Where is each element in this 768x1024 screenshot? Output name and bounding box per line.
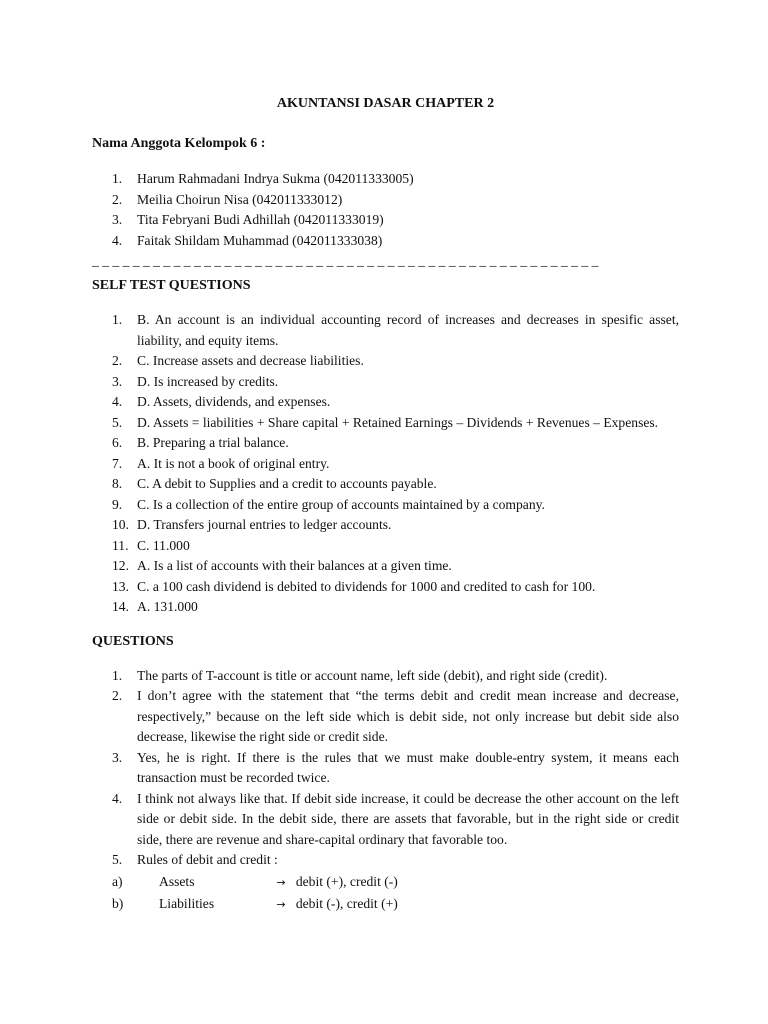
answer-text: B. Preparing a trial balance. <box>137 435 289 450</box>
question-item <box>92 748 679 789</box>
answer-text: C. Increase assets and decrease liabilities. <box>137 353 364 368</box>
section-divider: _ _ _ _ _ _ _ _ _ _ _ _ _ _ _ _ _ _ _ _ _ _ _ _ _ _ _ _ _ _ _ _ _ _ _ _ _ _ _ _ _ _ _ _ _ _ _ _ _ _ <box>92 255 599 268</box>
self-test-item <box>92 515 679 536</box>
question-text: The parts of T-account is title or account name, left side (debit), and right side (credit). <box>137 667 608 683</box>
list-number: 10. <box>112 517 129 532</box>
rule-item-liabilities <box>92 893 679 916</box>
list-number: 5. <box>112 414 123 430</box>
answer-text: D. Assets, dividends, and expenses. <box>137 394 331 409</box>
answer-text: C. A debit to Supplies and a credit to accounts payable. <box>137 476 437 491</box>
arrow-right-icon: → <box>276 898 286 911</box>
question-text: I think not always like that. If debit side increase, it could be decrease the other account on the left side or debit side. In the debit side, there are assets that favorable, but in the right side or credit side, there are revenue and share-capital ordinary that favorable too. <box>137 790 679 847</box>
document-page <box>92 96 679 916</box>
document-title: AKUNTANSI DASAR CHAPTER 2 <box>276 96 495 111</box>
member-item <box>92 210 679 231</box>
member-text: Tita Febryani Budi Adhillah (042011333019) <box>137 212 384 227</box>
list-number: 3. <box>112 749 123 765</box>
arrow-right-icon: → <box>276 875 286 889</box>
self-test-item <box>92 413 679 434</box>
answer-text: D. Is increased by credits. <box>137 373 279 389</box>
self-test-item <box>92 556 679 577</box>
list-number: 3. <box>112 212 123 227</box>
answer-text: D. Assets = liabilities + Share capital + Retained Earnings – Dividends + Revenues – Expenses. <box>137 414 659 430</box>
answer-text: B. An account is an individual accounting record of increases and decreases in spesific asset, liability, and equity items. <box>137 312 679 348</box>
list-number: 9. <box>112 496 123 512</box>
list-number: 8. <box>112 476 123 491</box>
member-text: Faitak Shildam Muhammad (042011333038) <box>137 232 383 248</box>
member-item <box>92 169 679 190</box>
list-number: 2. <box>112 191 123 207</box>
list-number: 3. <box>112 373 123 389</box>
question-item <box>92 686 679 748</box>
self-test-item <box>92 577 679 598</box>
rule-text: debit (+), credit (-) <box>295 873 398 889</box>
question-item <box>92 789 679 851</box>
self-test-item <box>92 351 679 372</box>
list-number: 11. <box>112 537 129 553</box>
debit-credit-rules <box>92 871 679 916</box>
rule-item-assets <box>92 871 679 894</box>
rule-account-name: Liabilities <box>159 896 215 911</box>
answer-text: A. Is a list of accounts with their balances at a given time. <box>137 558 452 573</box>
self-test-item <box>92 372 679 393</box>
list-number: 6. <box>112 435 123 450</box>
list-number: 14. <box>112 599 129 614</box>
self-test-item <box>92 310 679 351</box>
answer-text: D. Transfers journal entries to ledger accounts. <box>137 517 392 532</box>
rule-account-name: Assets <box>159 873 195 889</box>
self-test-item <box>92 597 679 618</box>
list-number: 13. <box>112 578 129 594</box>
questions-heading: QUESTIONS <box>92 633 174 649</box>
question-item <box>92 666 679 687</box>
list-number: 4. <box>112 790 123 806</box>
question-text: Yes, he is right. If there is the rules that we must make double-entry system, it means each transaction must be recorded twice. <box>137 749 679 785</box>
self-test-item <box>92 495 679 516</box>
member-text: Harum Rahmadani Indrya Sukma (042011333005) <box>137 171 414 186</box>
member-text: Meilia Choirun Nisa (042011333012) <box>137 191 343 207</box>
self-test-item <box>92 433 679 454</box>
answer-text: C. a 100 cash dividend is debited to dividends for 1000 and credited to cash for 100. <box>137 578 596 594</box>
rule-letter: b) <box>112 896 124 911</box>
answer-text: C. 11.000 <box>137 537 190 553</box>
question-text: I don’t agree with the statement that “the terms debit and credit mean increase and decrease, respectively,” because on the left side which is debit side, not only increase but debit side also decrease, likewise the right side or credit side. <box>137 688 679 744</box>
self-test-item <box>92 454 679 475</box>
question-text: Rules of debit and credit : <box>137 852 278 867</box>
list-number: 12. <box>112 558 129 573</box>
question-item <box>92 850 679 871</box>
member-item <box>92 231 679 252</box>
self-test-list <box>92 310 679 618</box>
list-number: 1. <box>112 312 123 327</box>
members-heading: Nama Anggota Kelompok 6 : <box>92 136 266 151</box>
rule-letter: a) <box>112 873 123 889</box>
list-number: 1. <box>112 667 123 683</box>
self-test-item <box>92 536 679 557</box>
answer-text: C. Is a collection of the entire group of accounts maintained by a company. <box>137 496 545 512</box>
list-number: 1. <box>112 171 123 186</box>
rule-text: debit (-), credit (+) <box>295 896 398 911</box>
self-test-item <box>92 474 679 495</box>
questions-list <box>92 666 679 871</box>
self-test-heading: SELF TEST QUESTIONS <box>92 278 251 293</box>
list-number: 2. <box>112 688 123 703</box>
self-test-item <box>92 392 679 413</box>
list-number: 4. <box>112 394 123 409</box>
answer-text: A. It is not a book of original entry. <box>137 455 330 471</box>
member-item <box>92 190 679 211</box>
list-number: 2. <box>112 353 123 368</box>
list-number: 7. <box>112 455 123 471</box>
list-number: 5. <box>112 852 123 867</box>
answer-text: A. 131.000 <box>137 599 198 614</box>
members-list <box>92 169 679 251</box>
list-number: 4. <box>112 232 123 248</box>
